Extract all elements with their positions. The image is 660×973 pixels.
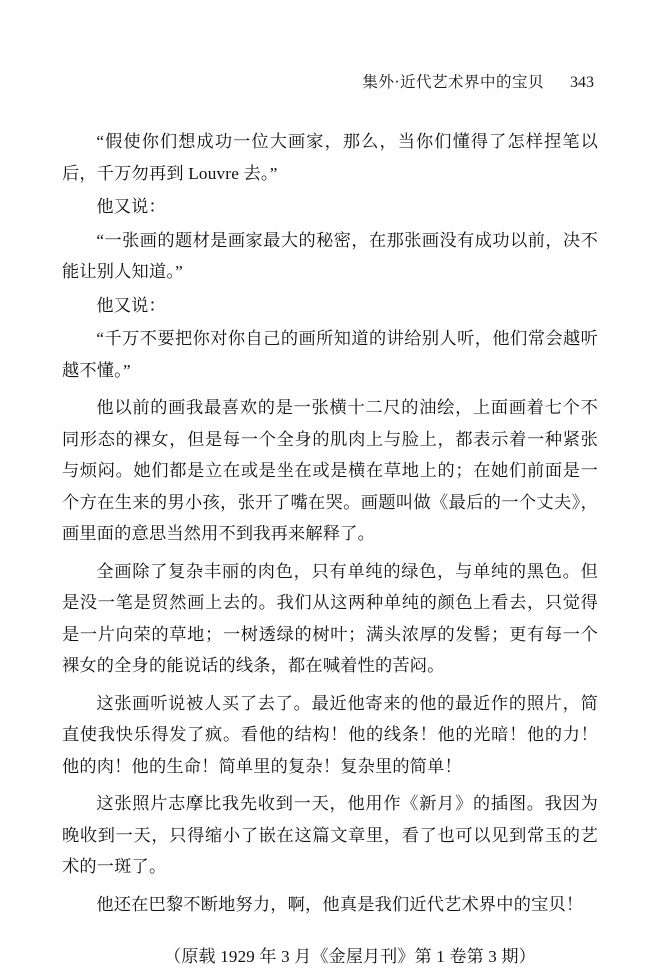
page-number: 343	[570, 74, 594, 91]
paragraph: 他又说：	[96, 197, 166, 216]
paragraph: 他还在巴黎不断地努力，啊，他真是我们近代艺术界中的宝贝！	[96, 894, 584, 914]
paragraph: “假使你们想成功一位大画家，那么，当你们懂得了怎样捏笔以后，千万勿再到 Louvre 去。”	[62, 132, 598, 183]
source-note: （原载 1929 年 3 月《金屋月刊》第 1 卷第 3 期）	[164, 947, 536, 966]
paragraph: 他以前的画我最喜欢的是一张横十二尺的油绘，上面画着七个不同形态的裸女，但是每一个全身的肌肉上与脸上，都表示着一种紧张与烦闷。她们都是立在或是坐在或是横在草地上的；在她们前面是一个方在生来的男小孩，张开了嘴在哭。画题叫做《最后的一个丈夫》，画里面的意思当然用不到我再来解释了。	[62, 398, 598, 543]
page-header	[62, 70, 598, 92]
body-text	[62, 126, 598, 920]
paragraph: 这张照片志摩比我先收到一天，他用作《新月》的插图。我因为晚收到一天，只得缩小了嵌在这篇文章里，看了也可以见到常玉的艺术的一斑了。	[62, 794, 598, 876]
paragraph: “一张画的题材是画家最大的秘密，在那张画没有成功以前，决不能让别人知道。”	[62, 230, 598, 281]
paragraph: “千万不要把你对你自己的画所知道的讲给别人听，他们常会越听越不懂。”	[62, 329, 598, 380]
running-title: 集外·近代艺术界中的宝贝	[362, 74, 544, 91]
paragraph: 他又说：	[96, 295, 166, 315]
paragraph: 全画除了复杂丰丽的肉色，只有单纯的绿色，与单纯的黑色。但是没一笔是贸然画上去的。我们从这两种单纯的颜色上看去，只觉得是一片向荣的草地；一树透绿的树叶；满头浓厚的发髻；更有每一个裸女的全身的能说话的线条，都在喊着性的苦闷。	[62, 561, 598, 675]
paragraph: 这张画听说被人买了去了。最近他寄来的他的最近作的照片，简直使我快乐得发了疯。看他的结构！他的线条！他的光暗！他的力！他的肉！他的生命！简单里的复杂！复杂里的简单！	[62, 693, 598, 776]
